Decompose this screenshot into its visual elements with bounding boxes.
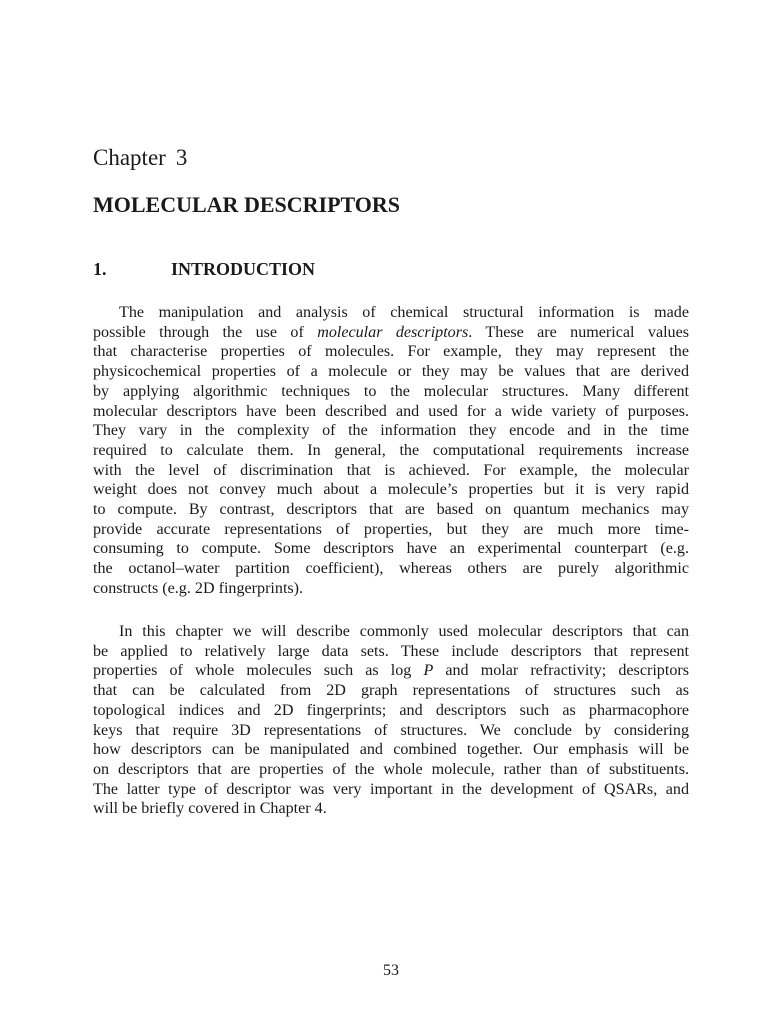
text-line: consuming to compute. Some descriptors have an experimental counterpart (e.g. [93,540,689,558]
text-line: molecular descriptors have been described and used for a wide variety of purposes. [93,402,689,420]
text-run: possible through the use of [93,323,318,341]
text-line: physicochemical properties of a molecule or they may be values that are derived [93,363,689,381]
text-line: weight does not convey much about a molecule’s properties but it is very rapid [93,481,689,499]
paragraph-introduction-2 [93,622,689,819]
text-line: that characterise properties of molecules. For example, they may represent the [93,343,689,361]
text-line: will be briefly covered in Chapter 4. [93,800,327,818]
text-run: and molar refractivity; descriptors [433,662,689,680]
chapter-number: 3 [175,145,188,170]
text-line: In this chapter we will describe commonly used molecular descriptors that can [119,623,689,640]
chapter-title: MOLECULAR DESCRIPTORS [93,192,401,217]
book-page [93,0,689,1024]
text-run: properties of whole molecules such as log [93,662,424,680]
chapter-label [93,143,187,173]
text-line: how descriptors can be manipulated and combined together. Our emphasis will be [93,741,689,759]
chapter-word: Chapter [93,145,166,170]
text-line: The manipulation and analysis of chemical structural information is made [119,304,689,321]
text-line [93,661,689,681]
text-line: They vary in the complexity of the information they encode and in the time [93,422,689,440]
paragraph-introduction-1 [93,303,689,599]
text-line: constructs (e.g. 2D fingerprints). [93,579,304,597]
emphasis-term: molecular descriptors [317,323,469,341]
text-line: on descriptors that are properties of the whole molecule, rather than of substituents. [93,760,689,778]
text-line: required to calculate them. In general, the computational requirements increase [93,441,689,459]
text-line [93,323,689,343]
text-line: to compute. By contrast, descriptors that are based on quantum mechanics may [93,501,689,519]
emphasis-variable: P [423,662,434,680]
text-line: topological indices and 2D fingerprints; and descriptors such as pharmacophore [93,701,689,719]
text-line: that can be calculated from 2D graph representations of structures such as [93,682,689,700]
section-heading [93,255,315,283]
text-line: the octanol–water partition coefficient), whereas others are purely algorithmic [93,560,689,578]
section-title: INTRODUCTION [171,259,316,279]
page-number: 53 [383,962,399,979]
text-line: keys that require 3D representations of structures. We conclude by considering [93,721,689,739]
text-line: The latter type of descriptor was very important in the development of QSARs, and [93,780,689,798]
text-run: . These are numerical values [468,323,689,341]
section-number: 1. [93,259,107,279]
text-line: provide accurate representations of properties, but they are much more time- [93,520,689,538]
text-line: be applied to relatively large data sets. These include descriptors that represent [93,642,689,660]
text-line: with the level of discrimination that is achieved. For example, the molecular [93,461,689,479]
text-line: by applying algorithmic techniques to the molecular structures. Many different [93,382,689,400]
